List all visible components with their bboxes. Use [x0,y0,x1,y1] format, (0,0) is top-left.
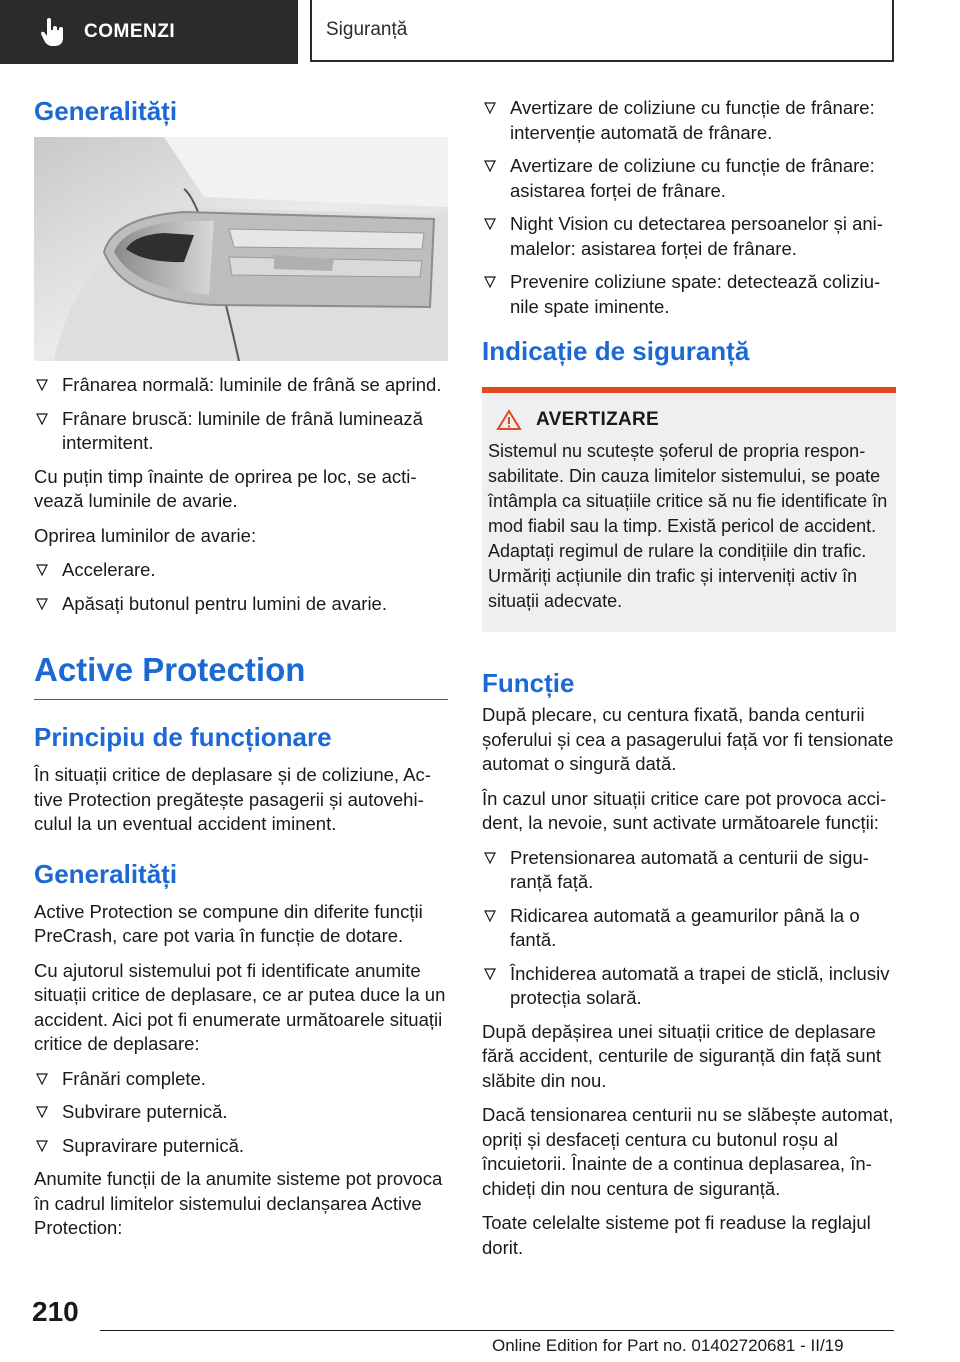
triangle-bullet-icon [484,276,496,288]
warning-text: Sistemul nu scutește șoferul de propria responsabilitate. Din cauza limitelor sistemului, se poate întâmpla ca situațiile critice să nu fie identificate în mod fiabil sau la timp. Există pericol de accident. Adaptați regimul de rulare la condițiile din trafic. Urmăriți acțiunile din trafic și interveniți activ în situații adecvate. [488,441,888,611]
triangle-bullet-icon [36,413,48,425]
warning-triangle-icon [496,409,522,431]
paragraph: Active Protection se compune din diferite funcții PreCrash, care pot varia în funcție de dotare. [34,900,423,946]
paragraph: În cazul unor situații critice care pot provoca accident, la nevoie, sunt activate următoarele funcții: [482,787,887,833]
tab-label: COMENZI [84,21,176,42]
warning-title: AVERTIZARE [536,409,659,430]
list-item: Închiderea automată a trapei de sticlă, inclusiv protecția solară. [482,962,896,1011]
warning-title-row [488,409,890,431]
paragraph: Cu ajutorul sistemului pot fi identificate anumite situații critice de deplasare, ce ar putea duce la un accident. Aici pot fi enumerate următoarele situații critice de deplasare: [34,959,446,1054]
triangle-bullet-icon [36,379,48,391]
section-tab-comenzi[interactable] [0,0,298,64]
heading-generalitati: Generalități [34,96,178,126]
heading-active-protection: Active Protection [34,651,448,700]
breadcrumb: Siguranță [310,0,894,62]
triangle-bullet-icon [36,1140,48,1152]
list-item: Avertizare de coliziune cu funcție de frânare: intervenție automată de frânare. [482,96,896,145]
list-item: Accelerare. [34,558,448,583]
hazard-list [34,558,448,616]
heading-functie: Funcție [482,668,575,698]
tail-light-photo [34,137,448,361]
paragraph: După plecare, cu centura fixată, banda centurii șoferului și cea a pasagerului față vor fi tensionate automat o singură dată. [482,704,894,774]
left-column [34,96,448,1251]
right-column [482,96,896,1270]
list-item: Frânări complete. [34,1067,448,1092]
list-item: Supravirare puternică. [34,1134,448,1159]
list-item: Ridicarea automată a geamurilor până la o fantă. [482,904,896,953]
heading-generalitati-2: Generalități [34,858,178,889]
triangle-bullet-icon [484,910,496,922]
brake-list [34,373,448,456]
list-item: Pretensionarea automată a centurii de siguranță față. [482,846,896,895]
triangle-bullet-icon [484,968,496,980]
triangle-bullet-icon [36,1073,48,1085]
edition-text: Online Edition for Part no. 01402720681 - II/19 [492,1336,844,1355]
footer-divider [100,1330,894,1331]
situation-list [34,1067,448,1159]
paragraph: Oprirea luminilor de avarie: [34,524,257,546]
list-item: Avertizare de coliziune cu funcție de frânare: asistarea forței de frânare. [482,154,896,203]
paragraph: După depășirea unei situații critice de deplasare fără accident, centurile de siguranță din față sunt slăbite din nou. [482,1020,882,1091]
paragraph: Anumite funcții de la anumite sisteme pot provoca în cadrul limitelor sistemului declanșarea Active Protection: [34,1168,443,1238]
list-item: Frânarea normală: luminile de frână se aprind. [34,373,448,398]
paragraph: Dacă tensionarea centurii nu se slăbește automat, opriți și desfaceți centura cu butonul roșu al încuietorii. Înainte de a continua deplasarea, închideți din nou centura de siguranță. [482,1104,894,1199]
paragraph: Toate celelalte sisteme pot fi readuse la reglajul dorit. [482,1212,871,1258]
list-item: Subvirare puternică. [34,1100,448,1125]
hand-pointer-icon [36,15,70,49]
paragraph: În situații critice de deplasare și de coliziune, Active Protection pregătește pasagerii și autovehiculul la un eventual accident iminent. [34,764,431,834]
triangle-bullet-icon [484,218,496,230]
heading-indicatie: Indicație de siguranță [482,336,750,366]
triangle-bullet-icon [36,598,48,610]
function-list [482,846,896,1011]
triangle-bullet-icon [484,102,496,114]
heading-principiu: Principiu de funcționare [34,722,332,752]
warning-box [482,387,896,632]
triangle-bullet-icon [36,1106,48,1118]
triangle-bullet-icon [36,564,48,576]
page-number: 210 [32,1296,79,1327]
systems-list [482,96,896,319]
paragraph: Cu puțin timp înainte de oprirea pe loc, se activează luminile de avarie. [34,465,417,511]
list-item: Night Vision cu detectarea persoanelor și animalelor: asistarea forței de frânare. [482,212,896,261]
triangle-bullet-icon [484,852,496,864]
list-item: Frânare bruscă: luminile de frână luminează intermitent. [34,407,448,456]
list-item: Apăsați butonul pentru lumini de avarie. [34,592,448,617]
triangle-bullet-icon [484,160,496,172]
list-item: Prevenire coliziune spate: detectează coliziunile spate iminente. [482,270,896,319]
